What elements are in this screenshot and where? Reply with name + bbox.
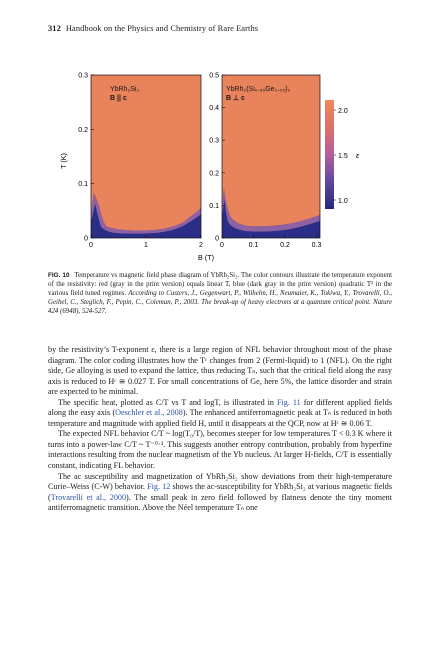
colorbar-gradient	[325, 100, 334, 209]
right-y-tick-label: 0.2	[209, 170, 219, 178]
left-panel	[78, 73, 203, 250]
left-x-tick-label: 0	[89, 242, 93, 249]
link-fig-11[interactable]: Fig. 11	[277, 397, 301, 407]
right-x-tick-label: 0.1	[248, 242, 259, 249]
left-panel-field: B || c	[110, 95, 127, 102]
caption-text: Temperature vs magnetic field phase diagram of YbRh₂Si₂. The color contours illustrate the temperature exponent of the resistivity: red (gray in the print version) equals linear T, blue (dark gray in the print version) quadratic T² in the various field tuned regimes.	[48, 272, 392, 298]
figure-caption	[48, 271, 392, 316]
right-y-tick-label: 0.4	[209, 105, 219, 113]
right-y-tick-label: 0.1	[209, 202, 219, 210]
colorbar-symbol: ε	[356, 151, 360, 160]
right-y-tick-label: 0.5	[209, 72, 219, 80]
link-oeschler-2008[interactable]: Oeschler et al., 2008	[115, 408, 183, 418]
link-fig-12[interactable]: Fig. 12	[147, 482, 171, 492]
left-x-tick-label: 2	[199, 242, 203, 249]
left-y-tick-label: 0.2	[78, 126, 88, 134]
left-y-tick-label: 0	[84, 235, 88, 243]
left-y-tick-label: 0.3	[78, 72, 88, 80]
right-y-tick-label: 0	[215, 235, 219, 243]
paragraph-1: by the resistivity’s T-exponent ε, there is a large region of NFL behavior throughout most of the phase diagram. The color coding illustrates how the Tᵋ changes from 2 (Fermi-liquid) to 1 (NFL). On the right side, Ge alloying is used to expand the lattice, thus reducing Tₙ, such that the critical field along the easy axis is reduced to Hᶜ ≅ 0.027 T. For small concentrations of Ge, here 5%, the lattice disorder and strain are expected to be minimal.	[48, 345, 392, 397]
left-y-tick-label: 0.1	[78, 181, 88, 189]
colorbar-tick-1-5: 1.5	[338, 153, 348, 160]
page-number: 312	[48, 24, 61, 33]
paragraph-3: The expected NFL behavior C/T ~ log(T₀/T), becomes steeper for low temperatures T < 0.3 K where it turns into a power-law C/T ~ T⁻⁰·³. This suggests another entropy contribution, probably from hyperfine interactions resulting from the nuclear magnetism of the Yb nucleus. At larger H-fields, C/T is essentially constant, indicating FL behavior.	[48, 429, 392, 471]
left-x-tick-label: 1	[144, 242, 148, 249]
right-y-tick-label: 0.3	[209, 137, 219, 145]
paragraph-2: The specific heat, plotted as C/T vs T and logT, is illustrated in Fig. 11 for different applied fields along the easy axis (Oeschler et al., 2008). The enhanced antiferromagnetic peak at Tₙ is reduced in both temperature and magnitude with applied field H, until it disappears at the QCP, now at Hᶜ ≅ 0.06 T.	[48, 397, 392, 428]
colorbar-tick-1: 1.0	[338, 198, 348, 205]
link-trovarelli-2000[interactable]: Trovarelli et al., 2000	[50, 492, 127, 502]
right-panel-field: B ⊥ c	[226, 95, 245, 102]
nfl-region	[91, 75, 201, 231]
body-text	[48, 345, 392, 514]
paragraph-4: The ac susceptibility and magnetization of YbRh₂Si₂ show deviations from their high-temperature Curie–Weiss (C-W) behavior. Fig. 12 shows the ac-susceptibility for YbRh₂Si₂ at various magnetic fields (Trovarelli et al., 2000). The small peak in zero field followed by flatness denote the tiny moment antiferromagnetic transition. Above the Néel temperature Tₙ one	[48, 471, 393, 513]
y-axis-label: T (K)	[59, 153, 68, 169]
caption-label: FIG. 10	[48, 272, 70, 279]
caption-citation: According to Custers, J., Gegenwart, P., Wilhelm, H., Neumaier, K., Tokiwa, Y., Trovarelli, O., Geibel, C., Steglich, F., Pepin, C., Coleman, P., 2003. The break-up of heavy electrons at a quantum critical point. Nature 424 (6948), 524-527.	[48, 290, 392, 316]
phase-diagram-figure	[0, 0, 432, 270]
right-panel	[209, 73, 321, 250]
colorbar	[325, 100, 360, 209]
colorbar-tick-2: 2.0	[338, 108, 348, 115]
right-x-tick-label: 0	[220, 242, 224, 249]
right-x-tick-label: 0.2	[280, 242, 290, 249]
right-x-tick-label: 0.3	[311, 242, 322, 249]
running-title: Handbook on the Physics and Chemistry of Rare Earths	[65, 24, 259, 33]
x-axis-label: B (T)	[198, 253, 214, 262]
right-panel-title: YbRh₂(Si₀.₉₅Ge₀.₀₅)₂	[226, 86, 291, 93]
left-panel-title: YbRh₂Si₂	[110, 86, 140, 93]
